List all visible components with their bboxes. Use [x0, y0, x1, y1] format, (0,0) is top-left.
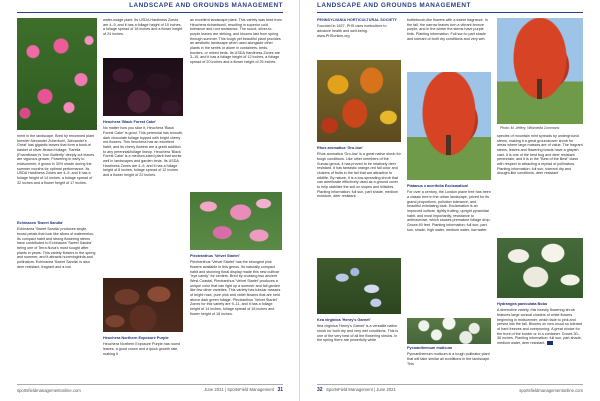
- left-col1-top-text: ment in the landscape. Bred by renowned plant breeder Alexander Zuberbuhl, 'Alexander's Great' has gigantic leaves that form a bush-el basket of silver-flecked foliage. Tiarella (Foamflower)'s 'Iron Butterfly' deeply cut leaves are vigorous grower, Flowering in early to midsummer, it grows in 30% shade during the summer months for optimal performance. Its USDA Hardiness Zones are 4–9, and it has a foliage height of 14 inches, a foliage spread of 32 inches and a flower height of 17 inches.: [17, 134, 95, 185]
- left-col1-bottom: Echinacea 'Sweet Sandia' Echinacea 'Sweet Sandia' produces single, broad petals that look like slices of watermelon. Its compact habit and strong flowering stems have contributed to Echinacea 'Sweet Sandia' being one of Terra Nova's most sought after plants in years. This variety flowers in the spring and summer, and it attracts hummingbirds and pollinators. Echinacea 'Sweet Sandia' is also deer resistant, fragrant and a low: [17, 221, 96, 269]
- phs-info: [317, 18, 401, 56]
- tree-landscape-photo: [497, 18, 583, 124]
- page-number: 31: [277, 387, 283, 393]
- end-mark: [547, 341, 553, 345]
- right-page: [300, 0, 600, 401]
- caption-heuchera-black: Heuchera 'Black Forest Cake': [103, 120, 157, 124]
- header-rule: [17, 12, 283, 13]
- header-rule: [317, 12, 583, 13]
- footer-rule: [17, 384, 283, 385]
- caption-echinacea: Echinacea 'Sweet Sandia': [17, 221, 64, 225]
- tree-trunk: [446, 135, 451, 155]
- pycnanthemum-photo: [407, 318, 491, 344]
- org-name: PENNSYLVANIA HORTICULTURAL SOCIETY: [317, 18, 397, 22]
- heuchera-black-forest-photo: [103, 58, 183, 116]
- right-col2-bottom: Pycnanthemum muticum Pycnanthemum muticum is a tough pollinator plant that will take similar all conditions in the landscape. This: [407, 346, 491, 366]
- left-col3-bottom: Plectranthus 'Velvet Starlet' Plectranthus 'Velvet Starlet' has the strongest pink flowers available in this genus. Its naturally compact habit and stunning floral display made this new cultivar "eye candy" for centers. Bred by crossing two ancient West Coastal, Plectranthus 'Velvet Starlet' produces a unique color that can light up a summer and fall garden like few other varieties. This variety has tubular masses of bright rose, pure pink and violet flowers that are held above dark green foliage. Plectranthus 'Velvet Starlet' Zones for this variety are 9–11, and it has a foliage height of 14 inches, foliage spread of 18 inches and flower height of 18 inches.: [190, 254, 281, 316]
- right-col3-top-text: species of mountain mint spreads by underground stems, making it a great groundcover shrub for areas where large masses are of value. The fragrant stems, leaves and flowering bracts have a grayish cast. It is one of the best bug and deer resistant perennials, and it is in the "Best of the Best" class with respect to attracting a myriad of pollinators. Planting information: full sun, tolerant dry and drought-like conditions, deer resistant: [497, 134, 583, 176]
- footer-issue-block: [317, 387, 396, 393]
- rhus-photo: [317, 60, 401, 142]
- footer-site: sportsfieldmanagementonline.com: [17, 388, 81, 393]
- footer-site: sportsfieldmanagementonline.com: [519, 388, 583, 393]
- caption-pycnanthemum: Pycnanthemum muticum: [407, 346, 453, 350]
- right-col1-bottom: Kea virginica 'Henry's Garnet' Itea virginica 'Henry's Garnet' is a versatile native shrub for both dry and very wet conditions. This is one of the very best of all the flowering shrubs. In the spring there are powerfully white: [317, 318, 401, 372]
- footer-issue: SportsField Management | June 2021: [326, 387, 396, 392]
- page-number: 32: [317, 387, 323, 393]
- itea-photo: [317, 258, 401, 314]
- echinacea-photo: [17, 18, 97, 130]
- org-text: Founded in 1827, PHS uses horticulture to advance health and well-being. www.PHSonline.org: [317, 24, 387, 38]
- plectranthus-photo: [190, 192, 282, 250]
- left-col3-top-text: an excellent landscape plant. This variety was bred from Heuchera richardsonii, resulting in superior cold tolerance and root resistance. The round, silver-to-purple leaves are striking, and blooms last from spring through summer. This tough yet beautiful plant provides an aesthetic landscape when used alongside other plants in the series or alone in containers, beds, borders, or mixed beds. Its USDA Hardiness Zones are 3–10, and it has a foliage height of 12 inches, a foliage spread of 20 inches and a flower height of 25 inches.: [190, 18, 282, 64]
- left-col2-top-text: water-usage plant. Its USDA Hardiness Zones are 4–9, and it has a foliage height of 19 inches, a foliage spread of 18 inches and a flower height of 24 inches.: [103, 18, 183, 36]
- tree-trunk: [537, 79, 542, 99]
- left-col2-bottom: Heuchera Northern Exposure Purple Heuchera Northern Exposure Purple has round leaves, a good crown and a quick growth rate, making it: [103, 336, 183, 372]
- right-col3-bottom: Hydrangea paniculata Bobo A diminutive variety, this heavily flowering shrub features large conical clusters of white flowers beginning in midsummer, which fade to pink and persist into the fall. Blooms on new wood so tolerant of hard freezes and overpruning. A great choice for the front of the border or in a container. Grows 30–36 inches. Planting information: full sun, part shade, medium water, deer resistant.: [497, 302, 583, 345]
- heuchera-northern-exposure-photo: [103, 278, 183, 332]
- platanus-photo: [407, 72, 491, 180]
- photo-credit: Photo: M. Jeffery, Wikimedia Commons: [500, 126, 560, 130]
- footer-issue: June 2021 | SportsField Management: [204, 387, 274, 392]
- caption-hydrangea: Hydrangea paniculata Bobo: [497, 302, 548, 306]
- caption-itea: Kea virginica 'Henry's Garnet': [317, 318, 371, 322]
- left-col2-mid: Heuchera 'Black Forest Cake' No matter how you slice it, Heuchera 'Black Forest Cake' is good. This perennial has smooth, dark chocolate foliage topped with bright cherry red flowers. This heuchera has an excellent habit, and its cherry flowers are a great addition to any perennial/foliage lineup. Heuchera 'Black Forest Cake' is a medium-sized plant that works well in landscapes and garden beds. Its USDA Hardiness Zones are 4–9, and it has a foliage height of 8 inches, foliage spread of 12 inches and a flower height of 22 inches.: [103, 120, 183, 177]
- right-col2-top-text: bottlebrush-like flowers with a sweet fragrance. In the fall, the narrow leaves turn a vibrant bronze purple, and in the winter the stems have purple tints. Planting information: Full sun to part shade and tolerant of both dry conditions and very wet.: [407, 18, 488, 41]
- footer-rule: [317, 384, 583, 385]
- footer-issue-block: [204, 387, 283, 393]
- section-header: LANDSCAPE AND GROUNDS MANAGEMENT: [317, 2, 471, 9]
- caption-plectranthus: Plectranthus 'Velvet Starlet': [190, 254, 240, 258]
- caption-heuchera-purple: Heuchera Northern Exposure Purple: [103, 336, 169, 340]
- caption-rhus: Rhus aromatica 'Gro-low': [317, 146, 363, 150]
- caption-platanus: Platanus x acerifolia Exclamation!: [407, 184, 469, 188]
- section-header: LANDSCAPE AND GROUNDS MANAGEMENT: [129, 2, 283, 9]
- right-col2-mid: Platanus x acerifolia Exclamation! For over a century, the London plane tree has been a classic tree in the urban landscape, prized for its grand proportions, pollution tolerance, and beautiful exfoliating bark. Exclamation is an improved cultivar, tightly fruiting, upright pyramidal habit, and most importantly, resistance to anthracnose, which causes premature foliage drop. Grows 60 feet. Planting information: full sun, part sun, shade, high water, medium water, low water.: [407, 184, 491, 232]
- right-col1-mid: Rhus aromatica 'Gro-low' Rhus aromatica 'Gro-low' is a great native shrub for tough conditions. Like other members of the Sumac genus, it has proved to be relatively deer resistant. It has fantastic orange-red fall color and clusters of fruits in the fall that are attractive to wildlife. By nature, it is a low-spreading shrub that can ameliorate effectively used as a ground cover to help stabilize the soil on slopes and hillsides. Planting information: full sun, part shade, medium moisture, deer resistant.: [317, 146, 401, 199]
- hydrangea-photo: [497, 238, 583, 298]
